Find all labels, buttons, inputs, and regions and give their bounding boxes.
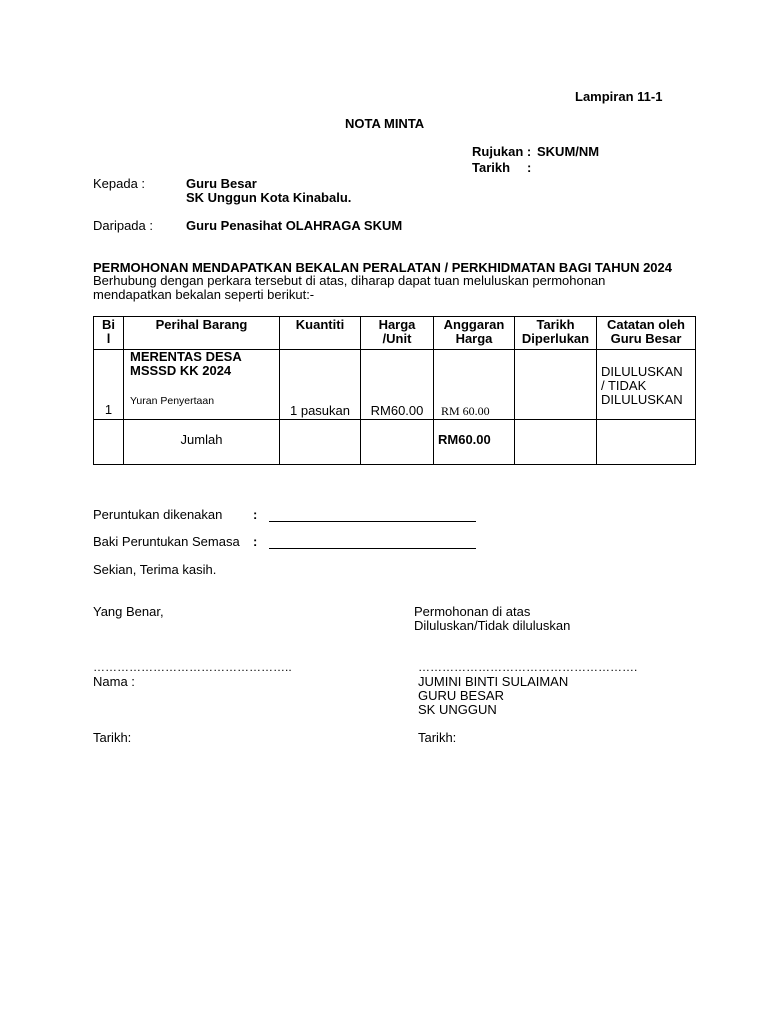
intro-line-2: mendapatkan bekalan seperti berikut:- bbox=[93, 287, 315, 302]
intro-line-1: Berhubung dengan perkara tersebut di atas, diharap dapat tuan meluluskan permohonan bbox=[93, 273, 606, 288]
cell-catatan: DILULUSKAN / TIDAK DILULUSKAN bbox=[597, 350, 696, 420]
signatory-name: JUMINI BINTI SULAIMAN bbox=[418, 674, 569, 689]
baki-colon: : bbox=[253, 534, 258, 549]
peruntukan-blank[interactable] bbox=[269, 507, 476, 522]
header-bil: Bi l bbox=[94, 317, 124, 350]
request-table bbox=[93, 316, 696, 465]
baki-blank[interactable] bbox=[269, 534, 476, 549]
cell-anggaran: RM 60.00 bbox=[434, 350, 515, 420]
header-kuantiti: Kuantiti bbox=[280, 317, 361, 350]
signature-dots-right: ………………………………………………. bbox=[418, 660, 638, 674]
permohonan-line-1: Permohonan di atas bbox=[414, 604, 531, 619]
item-subtitle: Yuran Penyertaan bbox=[130, 395, 215, 407]
section-heading: PERMOHONAN MENDAPATKAN BEKALAN PERALATAN / PERKHIDMATAN BAGI TAHUN 2024 bbox=[93, 260, 672, 275]
header-perihal: Perihal Barang bbox=[124, 317, 280, 350]
kepada-label: Kepada : bbox=[93, 176, 146, 191]
permohonan-line-2: Diluluskan/Tidak diluluskan bbox=[414, 618, 571, 633]
header-tarikh: Tarikh Diperlukan bbox=[515, 317, 597, 350]
tarikh-right: Tarikh: bbox=[418, 730, 457, 745]
signatory-title: GURU BESAR bbox=[418, 688, 504, 703]
daripada-value: Guru Penasihat OLAHRAGA SKUM bbox=[186, 218, 403, 233]
cell-bil: 1 bbox=[94, 350, 124, 420]
lampiran-label: Lampiran 11-1 bbox=[575, 89, 663, 104]
table-total-row bbox=[94, 420, 696, 465]
tarikh-label: Tarikh bbox=[472, 160, 511, 175]
kepada-line1: Guru Besar bbox=[186, 176, 257, 191]
total-label: Jumlah bbox=[124, 420, 280, 465]
closing-text: Sekian, Terima kasih. bbox=[93, 562, 217, 577]
nama-label: Nama : bbox=[93, 674, 135, 689]
signatory-school: SK UNGGUN bbox=[418, 702, 497, 717]
total-value: RM60.00 bbox=[434, 420, 515, 465]
peruntukan-colon: : bbox=[253, 507, 258, 522]
rujukan-label: Rujukan : bbox=[472, 144, 532, 159]
cell-perihal: MERENTAS DESA MSSSD KK 2024 Yuran Penyertaan bbox=[124, 350, 280, 420]
peruntukan-label: Peruntukan dikenakan bbox=[93, 507, 223, 522]
cell-kuantiti: 1 pasukan bbox=[280, 350, 361, 420]
tarikh-left: Tarikh: bbox=[93, 730, 132, 745]
header-harga: Harga /Unit bbox=[361, 317, 434, 350]
cell-tarikh bbox=[515, 350, 597, 420]
header-anggaran: Anggaran Harga bbox=[434, 317, 515, 350]
table-header-row bbox=[94, 317, 696, 350]
kepada-line2: SK Unggun Kota Kinabalu. bbox=[186, 190, 352, 205]
rujukan-value: SKUM/NM bbox=[537, 144, 600, 159]
daripada-label: Daripada : bbox=[93, 218, 153, 233]
document-title: NOTA MINTA bbox=[345, 116, 425, 131]
cell-harga-unit: RM60.00 bbox=[361, 350, 434, 420]
table-row bbox=[94, 350, 696, 420]
yang-benar: Yang Benar, bbox=[93, 604, 164, 619]
signature-dots-left: ………………………………………….. bbox=[93, 660, 292, 674]
baki-label: Baki Peruntukan Semasa bbox=[93, 534, 240, 549]
tarikh-colon: : bbox=[527, 160, 532, 175]
header-catatan: Catatan oleh Guru Besar bbox=[597, 317, 696, 350]
